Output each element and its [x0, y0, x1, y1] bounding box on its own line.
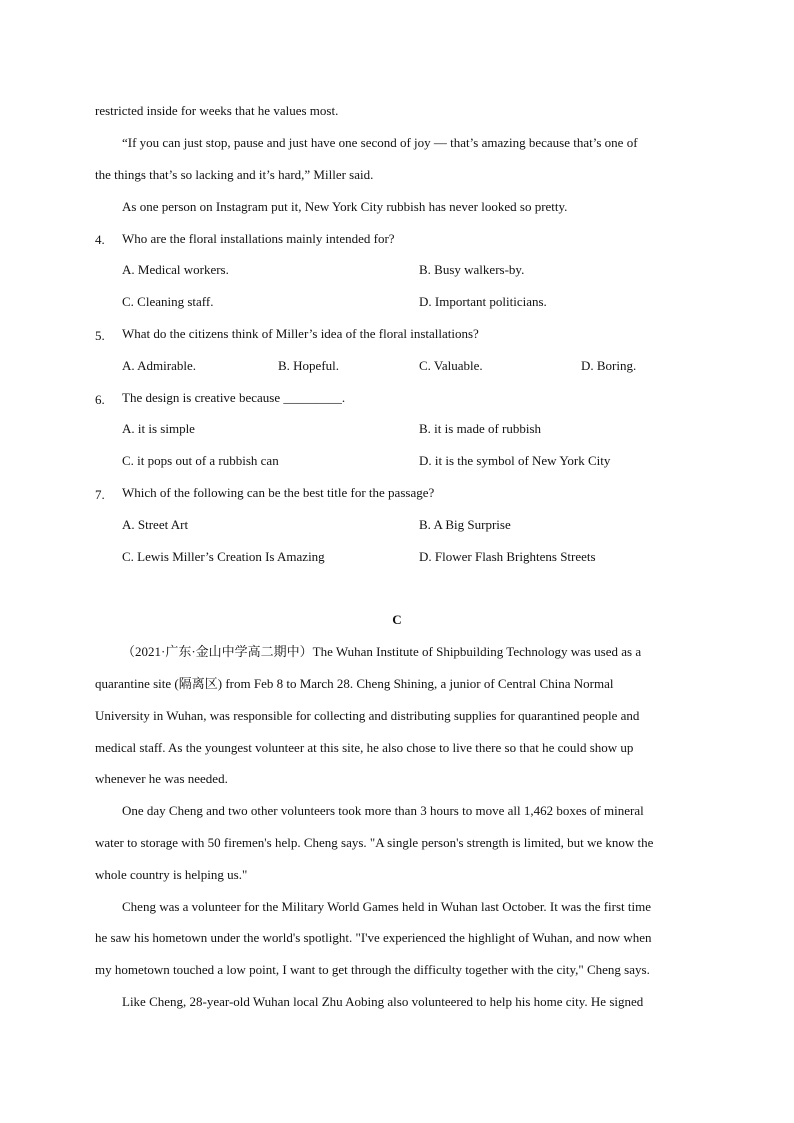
passage-line: One day Cheng and two other volunteers took more than 3 hours to move all 1,462 boxes of mineral	[122, 803, 644, 818]
passage-line: （2021·广东·金山中学高二期中）The Wuhan Institute of Shipbuilding Technology was used as a	[122, 644, 642, 659]
question-text: What do the citizens think of Miller’s idea of the floral installations?	[122, 326, 479, 341]
option-c: C. Lewis Miller’s Creation Is Amazing	[122, 549, 325, 564]
option-d: D. Boring.	[581, 358, 637, 373]
question-number: 7.	[95, 487, 105, 502]
passage-line: “If you can just stop, pause and just have one second of joy — that’s amazing because that’s one of	[122, 135, 638, 150]
passage-line: my hometown touched a low point, I want to get through the difficulty together with the city," Cheng says.	[95, 962, 650, 977]
option-b: B. A Big Surprise	[419, 517, 511, 532]
option-d: D. it is the symbol of New York City	[419, 453, 611, 468]
passage-line: the things that’s so lacking and it’s hard,” Miller said.	[95, 167, 374, 182]
passage-line: whenever he was needed.	[95, 771, 228, 786]
option-b: B. it is made of rubbish	[419, 421, 542, 436]
question-text: Which of the following can be the best title for the passage?	[122, 485, 435, 500]
option-a: A. Medical workers.	[122, 262, 229, 277]
option-b: B. Busy walkers-by.	[419, 262, 525, 277]
passage-line: Cheng was a volunteer for the Military World Games held in Wuhan last October. It was the first time	[122, 899, 652, 914]
question-number: 4.	[95, 232, 105, 247]
question-text: The design is creative because _________.	[122, 390, 346, 405]
passage-line: he saw his hometown under the world's spotlight. "I've experienced the highlight of Wuhan, and now when	[95, 930, 652, 945]
option-c: C. Valuable.	[419, 358, 483, 373]
option-c: C. it pops out of a rubbish can	[122, 453, 279, 468]
passage-line: restricted inside for weeks that he values most.	[95, 103, 339, 118]
option-b: B. Hopeful.	[278, 358, 340, 373]
option-a: A. Street Art	[122, 517, 189, 532]
passage-line: As one person on Instagram put it, New York City rubbish has never looked so pretty.	[122, 199, 568, 214]
option-a: A. Admirable.	[122, 358, 197, 373]
passage-line: quarantine site (隔离区) from Feb 8 to March 28. Cheng Shining, a junior of Central China Normal	[95, 676, 614, 691]
passage-line: water to storage with 50 firemen's help. Cheng says. "A single person's strength is limited, but we know the	[95, 835, 654, 850]
section-title: C	[392, 612, 402, 627]
passage-line: Like Cheng, 28-year-old Wuhan local Zhu Aobing also volunteered to help his home city. He signed	[122, 994, 644, 1009]
option-c: C. Cleaning staff.	[122, 294, 214, 309]
question-text: Who are the floral installations mainly intended for?	[122, 231, 395, 246]
option-d: D. Flower Flash Brightens Streets	[419, 549, 596, 564]
question-number: 6.	[95, 392, 105, 407]
option-d: D. Important politicians.	[419, 294, 547, 309]
question-number: 5.	[95, 328, 105, 343]
passage-line: University in Wuhan, was responsible for collecting and distributing supplies for quarantined people and	[95, 708, 640, 723]
passage-line: whole country is helping us."	[95, 867, 248, 882]
passage-line: medical staff. As the youngest volunteer at this site, he also chose to live there so that he could show up	[95, 740, 634, 755]
option-a: A. it is simple	[122, 421, 195, 436]
